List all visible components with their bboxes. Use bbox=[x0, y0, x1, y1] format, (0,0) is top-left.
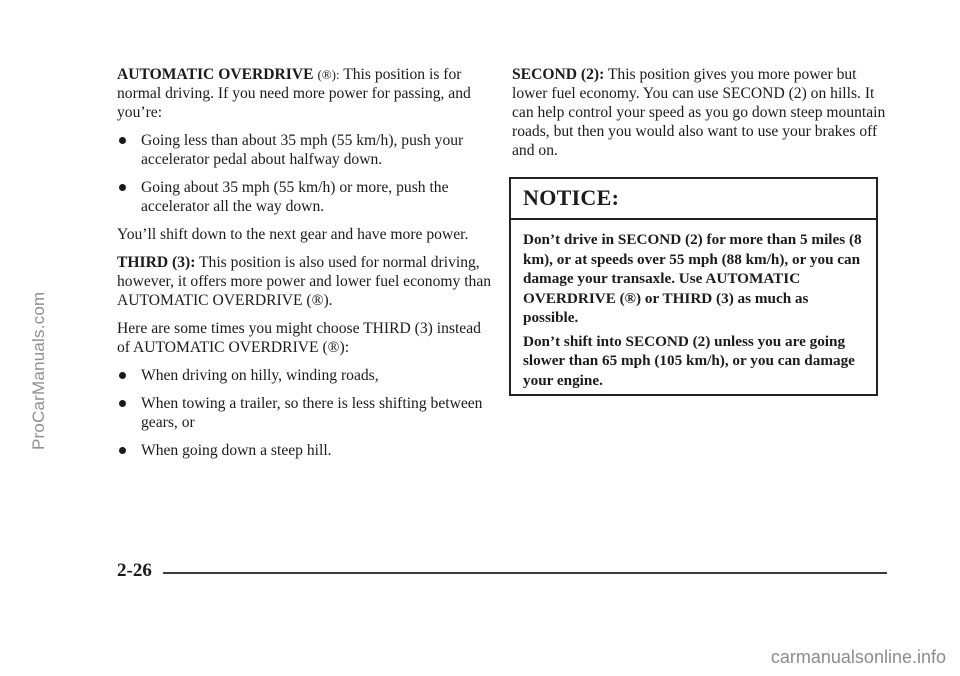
list-item: Going less than about 35 mph (55 km/h), push your accelerator pedal about halfway down. bbox=[117, 131, 497, 169]
automatic-overdrive-heading: AUTOMATIC OVERDRIVE bbox=[117, 66, 314, 83]
second-text: This position gives you more power but lower fuel economy. You can use SECOND (2) on hills. It can help control your speed as you go down steep mountain roads, but then you would also want to use your brakes off and on. bbox=[512, 66, 886, 159]
side-watermark: ProCarManuals.com bbox=[29, 291, 48, 450]
passing-bullet-list bbox=[117, 131, 497, 216]
notice-header bbox=[511, 179, 876, 220]
list-item: When driving on hilly, winding roads, bbox=[117, 366, 497, 385]
third-heading: THIRD (3): bbox=[117, 254, 196, 271]
third-usage-intro: Here are some times you might choose THIRD (3) instead of AUTOMATIC OVERDRIVE (®): bbox=[117, 320, 481, 356]
bullet-icon bbox=[119, 184, 126, 191]
list-item: When towing a trailer, so there is less shifting between gears, or bbox=[117, 394, 497, 432]
notice-paragraph: Don’t shift into SECOND (2) unless you are going slower than 65 mph (105 km/h), or you can damage your engine. bbox=[523, 332, 855, 389]
page-number: 2-26 bbox=[117, 560, 152, 581]
overdrive-symbol: (®): bbox=[317, 67, 340, 82]
notice-title: NOTICE: bbox=[523, 185, 620, 210]
second-paragraph bbox=[512, 65, 886, 160]
page-footer bbox=[117, 560, 887, 580]
shift-down-paragraph: You’ll shift down to the next gear and have more power. bbox=[117, 226, 469, 243]
third-text: This position is also used for normal driving, however, it offers more power and lower fuel economy than AUTOMATIC OVERDRIVE (®). bbox=[117, 254, 492, 309]
third-bullet-list bbox=[117, 366, 497, 460]
third-paragraph bbox=[117, 253, 497, 310]
list-item: When going down a steep hill. bbox=[117, 441, 497, 460]
notice-body bbox=[511, 220, 876, 390]
left-column bbox=[117, 65, 497, 460]
bullet-icon bbox=[119, 372, 126, 379]
notice-paragraph: Don’t drive in SECOND (2) for more than 5 miles (8 km), or at speeds over 55 mph (88 km/h), or you can damage your transaxle. Use AUTOMATIC OVERDRIVE (®) or THIRD (3) as much as possible. bbox=[523, 231, 862, 326]
right-column bbox=[512, 65, 886, 160]
list-item: Going about 35 mph (55 km/h) or more, push the accelerator all the way down. bbox=[117, 178, 497, 216]
automatic-overdrive-paragraph bbox=[117, 65, 497, 122]
second-heading: SECOND (2): bbox=[512, 66, 605, 83]
bullet-icon bbox=[119, 137, 126, 144]
footer-rule bbox=[163, 572, 887, 574]
automatic-overdrive-text: This position is for normal driving. If you need more power for passing, and you’re: bbox=[117, 66, 471, 121]
notice-box bbox=[509, 177, 878, 396]
bullet-icon bbox=[119, 400, 126, 407]
bottom-watermark: carmanualsonline.info bbox=[770, 647, 946, 667]
bullet-icon bbox=[119, 447, 126, 454]
